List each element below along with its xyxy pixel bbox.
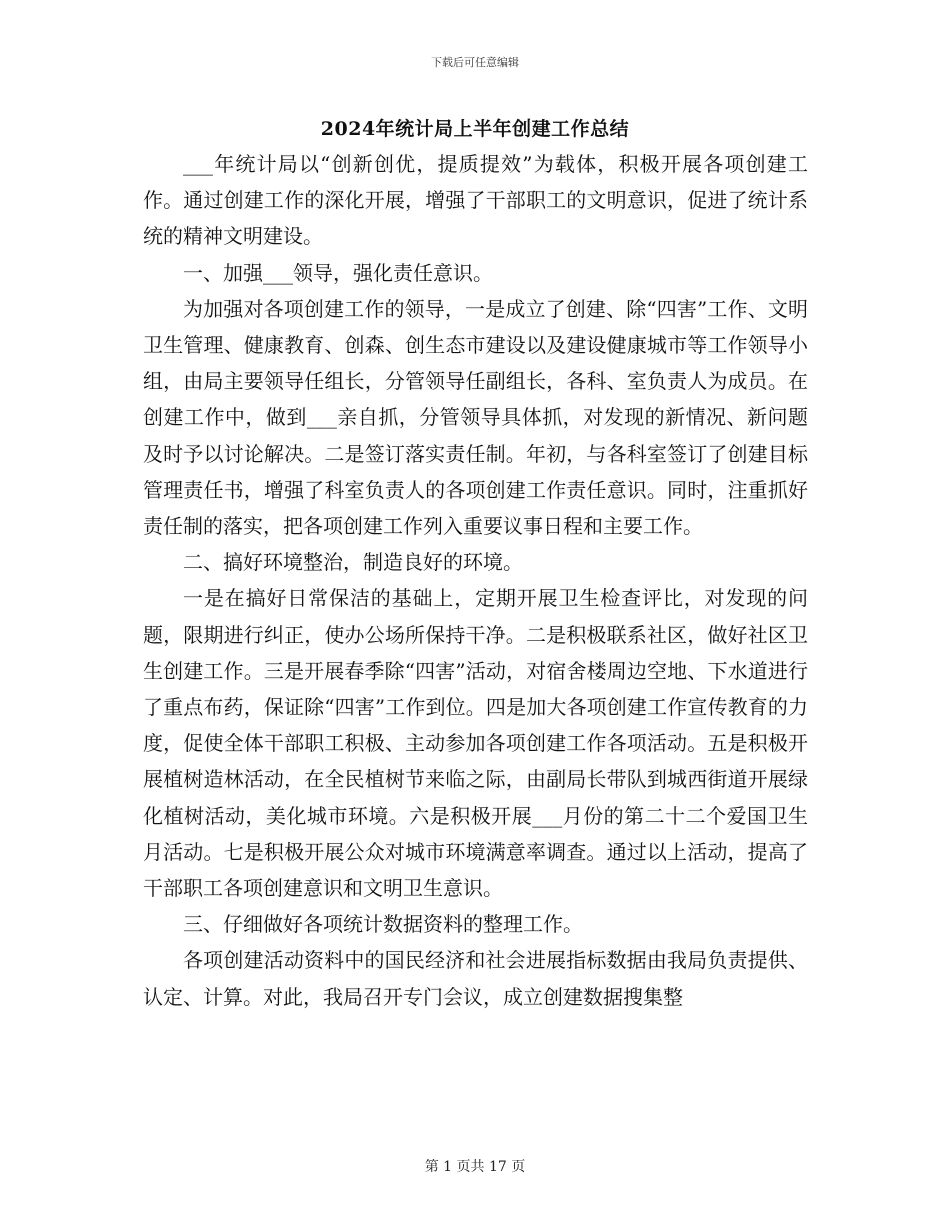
paragraph-section-2: 一是在搞好日常保洁的基础上，定期开展卫生检查评比，对发现的问题，限期进行纠正，使办公场所保持干净。二是积极联系社区，做好社区卫生创建工作。三是开展春季除“四害”活动，对宿舍楼周边空地、下水道进行了重点布药，保证除“四害”工作到位。四是加大各项创建工作宣传教育的力度，促使全体干部职工积极、主动参加各项创建工作各项活动。五是积极开展植树造林活动，在全民植树节来临之际，由副局长带队到城西街道开展绿化植树活动，美化城市环境。六是积极开展___月份的第二十二个爱国卫生月活动。七是积极开展公众对城市环境满意率调查。通过以上活动，提高了干部职工各项创建意识和文明卫生意识。 xyxy=(143,586,808,901)
paragraph-section-3: 各项创建活动资料中的国民经济和社会进展指标数据由我局负责提供、认定、计算。对此，我局召开专门会议，成立创建数据搜集整 xyxy=(143,948,808,1009)
section-heading-3: 三、仔细做好各项统计数据资料的整理工作。 xyxy=(183,912,583,937)
document-body xyxy=(143,146,808,1015)
document-title: 2024年统计局上半年创建工作总结 xyxy=(320,118,630,140)
page-number-footer: 第 1 页共 17 页 xyxy=(424,1159,526,1175)
section-heading-1: 一、加强___领导，强化责任意识。 xyxy=(183,260,493,285)
paragraph-section-1: 为加强对各项创建工作的领导，一是成立了创建、除“四害”工作、文明卫生管理、健康教育、创森、创生态市建设以及建设健康城市等工作领导小组，由局主要领导任组长，分管领导任副组长，各科、室负责人为成员。在创建工作中，做到___亲自抓，分管领导具体抓，对发现的新情况、新问题及时予以讨论解决。二是签订落实责任制。年初，与各科室签订了创建目标管理责任书，增强了科室负责人的各项创建工作责任意识。同时，注重抓好责任制的落实，把各项创建工作列入重要议事日程和主要工作。 xyxy=(143,296,808,539)
header-note: 下载后可任意编辑 xyxy=(431,56,519,69)
section-heading-2: 二、搞好环境整治，制造良好的环境。 xyxy=(183,550,523,575)
paragraph-intro: ___年统计局以“创新创优，提质提效”为载体，积极开展各项创建工作。通过创建工作的深化开展，增强了干部职工的文明意识，促进了统计系统的精神文明建设。 xyxy=(143,152,808,249)
